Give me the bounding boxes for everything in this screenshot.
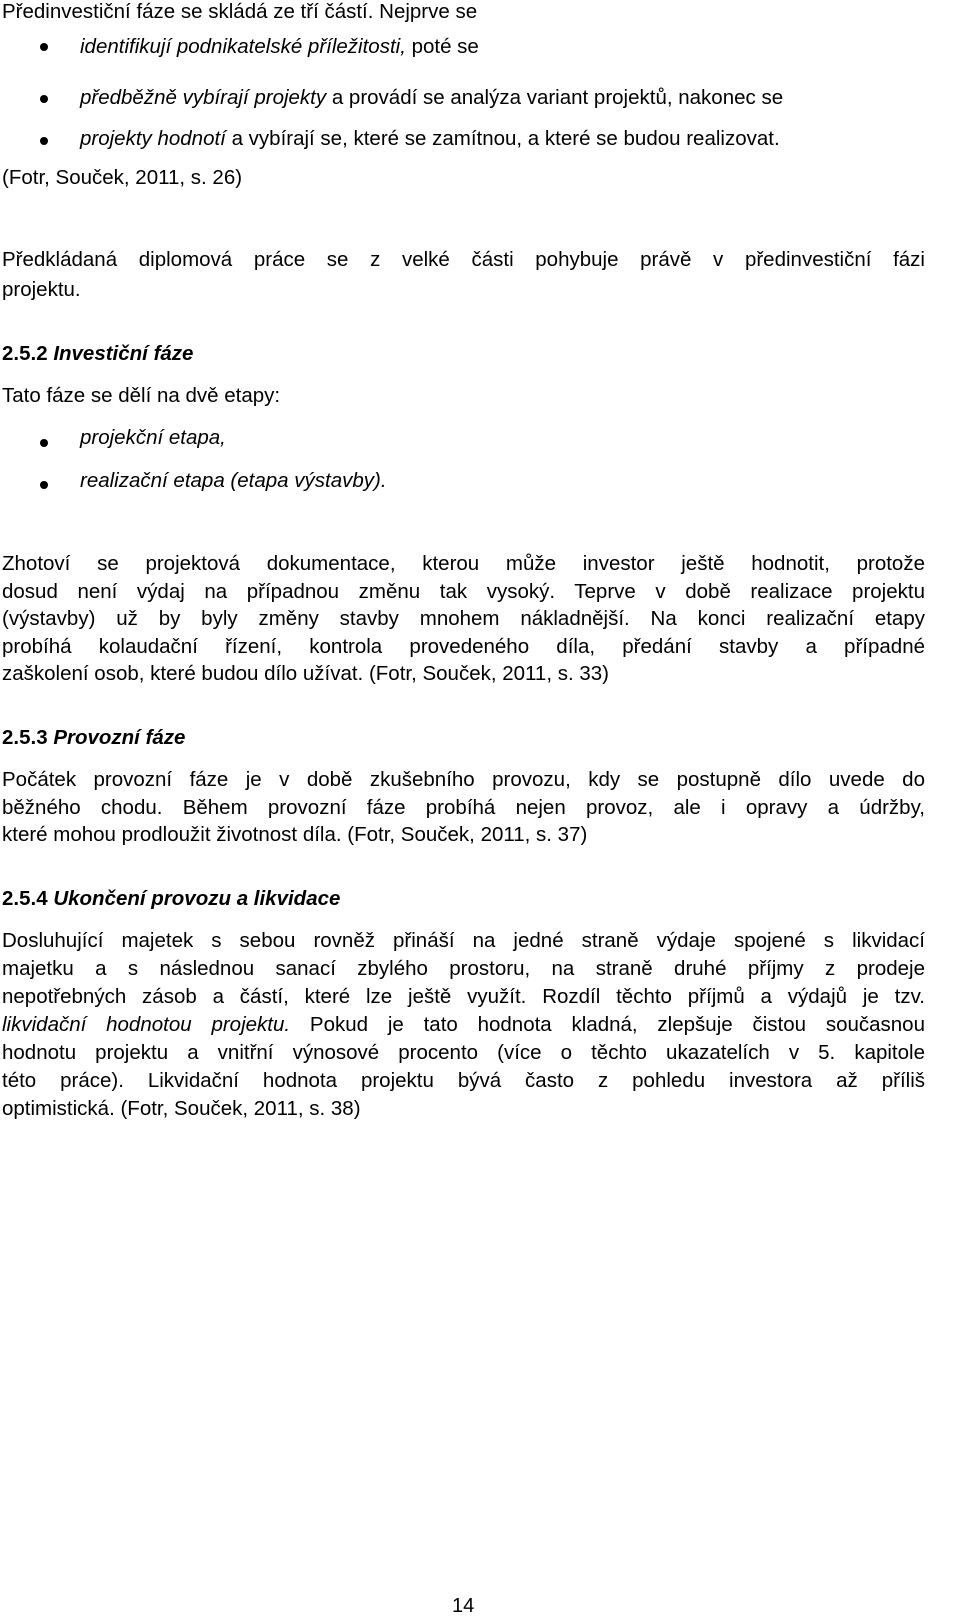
intro-bullet-2: předběžně vybírají projekty a provádí se analýza variant projektů, nakonec se [80, 86, 784, 109]
intro-bullet-1: identifikují podnikatelské příležitosti, poté se [80, 35, 479, 58]
stage-bullet-1: projekční etapa, [80, 426, 226, 449]
intro-line: Předinvestiční fáze se skládá ze tří částí. Nejprve se [2, 0, 478, 23]
section-253-paragraph-line: které mohou prodloužit životnost díla. (Fotr, Souček, 2011, s. 37) [2, 823, 588, 846]
section-254-paragraph-line: majetku a s následnou sanací zbylého prostoru, na straně druhé příjmy z prodeje [2, 957, 925, 980]
bullet-icon [40, 439, 48, 447]
thesis-paragraph-line: Předkládaná diplomová práce se z velké části pohybuje právě v předinvestiční fázi [2, 248, 925, 271]
section-254-paragraph-line: optimistická. (Fotr, Souček, 2011, s. 38) [2, 1097, 361, 1120]
intro-bullet-3: projekty hodnotí a vybírají se, které se zamítnou, a které se budou realizovat. [80, 127, 780, 150]
section-254-paragraph-line: nepotřebných zásob a částí, které lze ještě využít. Rozdíl těchto příjmů a výdajů je tzv. [2, 985, 925, 1008]
bullet-icon [40, 95, 48, 103]
section-252-paragraph-line: dosud není výdaj na případnou změnu tak vysoký. Teprve v době realizace projektu [2, 580, 925, 603]
bullet-icon [40, 43, 48, 51]
stage-bullet-2: realizační etapa (etapa výstavby). [80, 469, 387, 492]
bullet-icon [40, 137, 48, 145]
section-254-paragraph-line: této práce). Likvidační hodnota projektu bývá často z pohledu investora až příliš [2, 1069, 925, 1092]
section-252-paragraph-line: Zhotoví se projektová dokumentace, kterou může investor ještě hodnotit, protože [2, 552, 925, 575]
section-252-paragraph-line: probíhá kolaudační řízení, kontrola provedeného díla, předání stavby a případné [2, 635, 925, 658]
section-252-paragraph-line: zaškolení osob, které budou dílo užívat. (Fotr, Souček, 2011, s. 33) [2, 662, 609, 685]
bullet-icon [40, 481, 48, 489]
section-254-paragraph-line: likvidační hodnotou projektu. Pokud je tato hodnota kladná, zlepšuje čistou současnou [2, 1013, 925, 1036]
page-number: 14 [452, 1595, 475, 1617]
section-heading-2-5-4: 2.5.4 Ukončení provozu a likvidace [2, 887, 341, 910]
thesis-paragraph-line: projektu. [2, 278, 81, 301]
section-254-paragraph-line: Dosluhující majetek s sebou rovněž přináší na jedné straně výdaje spojené s likvidací [2, 929, 925, 952]
section-heading-2-5-2: 2.5.2 Investiční fáze [2, 342, 194, 365]
intro-citation: (Fotr, Souček, 2011, s. 26) [2, 166, 243, 189]
section-253-paragraph-line: běžného chodu. Během provozní fáze probíhá nejen provoz, ale i opravy a údržby, [2, 796, 925, 819]
section-heading-2-5-3: 2.5.3 Provozní fáze [2, 726, 186, 749]
section-254-paragraph-line: hodnotu projektu a vnitřní výnosové procento (více o těchto ukazatelích v 5. kapitole [2, 1041, 925, 1064]
section-252-paragraph-line: (výstavby) už by byly změny stavby mnohem nákladnější. Na konci realizační etapy [2, 607, 925, 630]
section-253-paragraph-line: Počátek provozní fáze je v době zkušebního provozu, kdy se postupně dílo uvede do [2, 768, 925, 791]
section-252-intro: Tato fáze se dělí na dvě etapy: [2, 384, 281, 407]
